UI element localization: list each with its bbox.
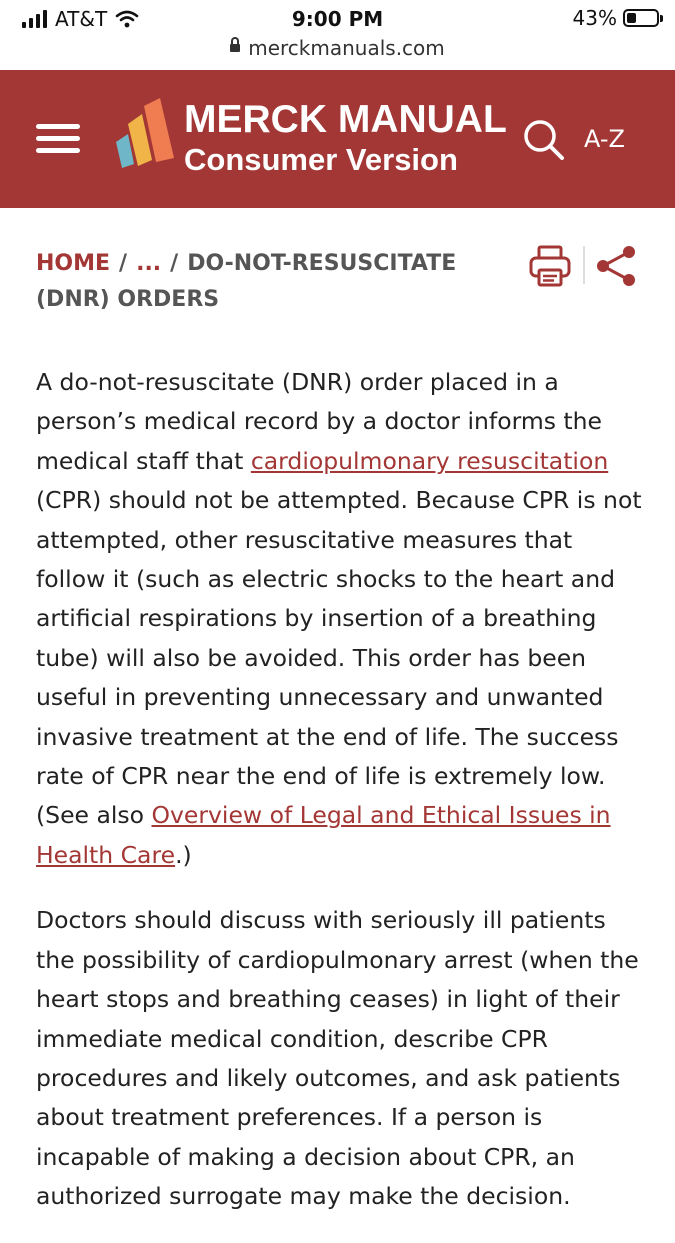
legal-ethical-link[interactable]: Overview of Legal and Ethical Issues in Health Care	[36, 801, 611, 869]
carrier-label: AT&T	[55, 7, 108, 31]
paragraph-1	[36, 363, 646, 875]
breadcrumb-separator: /	[119, 251, 128, 276]
article-body	[36, 363, 646, 1243]
battery-icon	[623, 9, 659, 27]
brand-title[interactable]: MERCK MANUAL	[184, 98, 507, 141]
breadcrumb-separator: /	[170, 251, 179, 276]
a-z-link[interactable]: A-Z	[584, 125, 625, 153]
breadcrumb-home[interactable]: HOME	[36, 251, 111, 276]
battery-percent: 43%	[572, 6, 617, 30]
clock: 9:00 PM	[291, 7, 384, 31]
url-bar[interactable]	[0, 36, 675, 60]
breadcrumb-current: DO-NOT-RESUSCITATE (DNR) ORDERS	[36, 251, 457, 312]
hamburger-menu-icon[interactable]	[36, 124, 80, 154]
status-right	[573, 6, 659, 30]
toolbar-divider	[583, 246, 585, 284]
site-header	[0, 70, 675, 208]
lock-icon	[230, 44, 240, 52]
search-icon[interactable]	[522, 118, 566, 162]
merck-logo-icon	[114, 98, 178, 170]
p1-text-end: .)	[175, 840, 192, 869]
p1-text-start: A do-not-resuscitate (DNR) order placed in a person’s medical record by a doctor informs the medical staff that	[36, 368, 602, 475]
p1-text-middle: (CPR) should not be attempted. Because CPR is not attempted, other resuscitative measures that follow it (such as electric shocks to the heart and artificial respirations by insertion of a breathing tube) will also be avoided. This order has been useful in preventing unnecessary and unwanted invasive treatment at the end of life. The success rate of CPR near the end of life is extremely low. (See also	[36, 486, 642, 830]
url-text: merckmanuals.com	[248, 36, 445, 60]
paragraph-2: Doctors should discuss with seriously ill patients the possibility of cardiopulmonary arrest (when the heart stops and breathing ceases) in light of their immediate medical condition, describe CPR procedures and likely outcomes, and ask patients about treatment preferences. If a person is incapable of making a decision about CPR, an authorized surrogate may make the decision.	[36, 906, 639, 1211]
share-icon[interactable]	[594, 244, 638, 288]
breadcrumb-ellipsis[interactable]: ...	[136, 251, 162, 276]
breadcrumb	[36, 246, 516, 318]
status-bar	[0, 0, 675, 38]
brand-subtitle[interactable]: Consumer Version	[184, 142, 458, 177]
print-icon[interactable]	[528, 244, 572, 288]
cpr-link[interactable]: cardiopulmonary resuscitation	[250, 446, 609, 475]
